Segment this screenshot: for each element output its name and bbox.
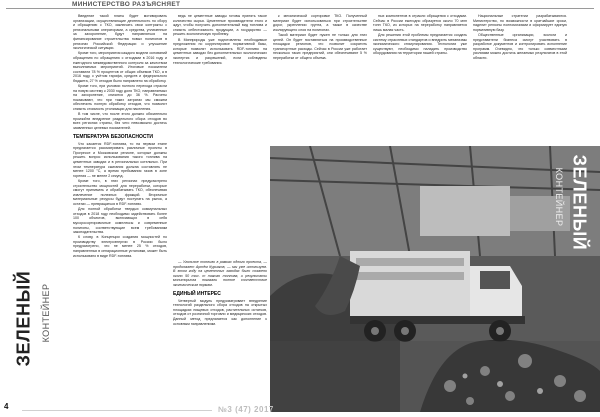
landfill-truck-photo: [270, 146, 600, 412]
paragraph: В Минприроды уже подготовлены необходимые предложения по корректировке нормативной базы, которые позволят использовать RDF-топливо на цементных заводах без дополнительных экологических экспертиз и разрешений, если соблюдены технологические требования.: [173, 37, 267, 65]
subheading: ЕДИНЫЙ ИНТЕРЕС: [173, 290, 221, 297]
article-column-5: [473, 14, 567, 130]
side-logo-left: [0, 256, 51, 406]
paragraph: В том числе, что после этого должно обязательно произойти внедрение раздельного сбора отходов во всех регионах страны, без чего невозможно достичь заявленных целевых показателей.: [73, 112, 167, 131]
side-logo-right: [554, 130, 595, 280]
article-column-3: [273, 14, 367, 142]
photo-illustration: [270, 146, 600, 412]
side-logo-small: КОНТЕЙНЕР: [41, 283, 51, 343]
article-column-4: [373, 14, 467, 142]
paragraph: ных компонентов в отрасли обращения с отходами. Сейчас в России ежегодно образуется около 70 млн тонн ТКО, из которых на переработку направляется лишь малая часть.: [373, 14, 467, 32]
paragraph: к механической сортировке ТКО. Полученный материал будет использоваться при строительстве дорог, укреплении грунта, а также в качестве изолирующего слоя на полигонах.: [273, 14, 367, 32]
paragraph: Кроме того, при условии полного перехода отрасли на новую систему к 2030 году доля ТКО, направляемых на захоронение, снизится до 36 %. Расчеты показывают, что при таких затратах мы сможем обеспечить полную обработку отходов, что позволит снизить стоимость утилизации для населения.: [73, 84, 167, 112]
side-logo-small: КОНТЕЙНЕР: [554, 167, 564, 227]
side-logo-big: ЗЕЛЕНЫЙ: [569, 154, 590, 251]
paragraph: Такой материал будет нужен не только для этих целей. Он будет поставляться на производственные площадки регионов, что позволит сократить транспортные расходы. Сейчас в России уже работает несколько таких предприятий, они обеспечивают 5 % переработки от общего объема.: [273, 32, 367, 60]
article-column-2: [173, 14, 267, 142]
issue-number: №3 (47) 2017: [218, 405, 274, 414]
paragraph: Для полной обработки твердых коммунальных отходов в 2018 году необходимо задействовать более 100 объектов, включающих в себя мусоросортировочные комплексы и современные полигоны, соответствующие всем требованиям законодательства.: [73, 207, 167, 235]
paragraph: Четвертый модуль предусматривает внедрение технологий раздельного сбора отходов на открытых площадках пищевых отходов, растительных остатков, отходов от розничной торговли и медицинских отходов. Данный метод предлагается как дополнение к основным направлениям.: [173, 298, 267, 326]
paragraph: Национальные стратегии разрабатываются. Министерство, по возможности в кратчайшие сроки, наделит регионы полномочиями и сформирует единую нормативную базу.: [473, 14, 567, 32]
footer-rule: [22, 410, 212, 411]
paragraph: К слову, в Концепции создания мощностей по производству электроэнергии в России было предусмотрено, что не менее 25 % отходов, направленных в сепарационные установки, может быть использовано в виде RDF-топлива.: [73, 235, 167, 258]
side-logo-big: ЗЕЛЕНЫЙ: [13, 270, 34, 367]
paragraph: Что касается RDF-топлива, то на первом этапе предлагается рассматривать различные проекты в Прогрессе и Московском регионе, которые должны решить вопрос использования такого топлива на цементных заводах и в региональных котельных. При этом температура сжигания должна составлять не менее 1200 °С, а время пребывания газов в зоне горения — не менее 2 секунд.: [73, 141, 167, 178]
paragraph: Общественные организации, экологи и представители бизнеса смогут участвовать в разработке документов и контролировать исполнение программ. Очевидно, что только совместными усилиями можно достичь желаемых результатов в этой области.: [473, 32, 567, 60]
article-column-2-lower: [173, 260, 267, 402]
subheading: ТЕМПЕРАТУРА БЕЗОПАСНОСТИ: [73, 133, 154, 140]
paragraph: Введение такой платы будет мотивировать организации, осуществляющие деятельность по сбору и обращению с ТКО, заключать свои контракты с региональными операторами, а средства, уплаченные за захоронение, будут направляться на финансирование строительства новых полигонов в регионах Российской Федерации и улучшение экологической ситуации.: [73, 14, 167, 51]
page-number: 4: [4, 402, 9, 411]
paragraph: ведь не цементные заводы готовы принять такое количество сырья. Цементные производители этого и ждут, чтобы получить дополнительный вид топлива и снизить себестоимость продукции, а государство — решить экологическую проблему.: [173, 14, 267, 37]
article-column-1: [73, 14, 167, 402]
header-rule: [6, 8, 594, 9]
section-title: МИНИСТЕРСТВО РАЗЪЯСНЯЕТ: [72, 1, 181, 8]
paragraph: Кроме того, мероприятия каждого модели оснований обращению по обращению с отходами в 2016 году и ежегодного межведомственного контроля за качеством выполняемых мероприятий. Итоговые показатели составили 78 % процентов от общих объемов ТКО, а в 2016 году, с учётом тарифа, средств и федерального бюджета, 27 % отходов было направлено на обработку.: [73, 51, 167, 83]
quote-paragraph: — Угольное топливо в рамках одного проекта, — продолжает Артём Курьяков, — мы уже используем. В этом году на цементных заводах было сожжено около 50 тыс. т такого топлива, и результаты мониторинга показали полное соответствие экологическим нормам.: [173, 260, 267, 287]
paragraph: Для решения этой проблемы предлагается создать систему отраслевых стандартов и внедрить механизмы экономического стимулирования. Технологии уже существуют, необходимо наладить производство оборудования на территории нашей страны.: [373, 32, 467, 56]
paragraph: Кроме того, в этих регионах предусмотрено строительство мощностей для переработки, которые смогут принимать и обрабатывать ТКО, обеспечивая извлечение полезных фракций. Вторичные материальные ресурсы будут поступать на рынок, а остатки — превращаться в RDF-топливо.: [73, 178, 167, 206]
